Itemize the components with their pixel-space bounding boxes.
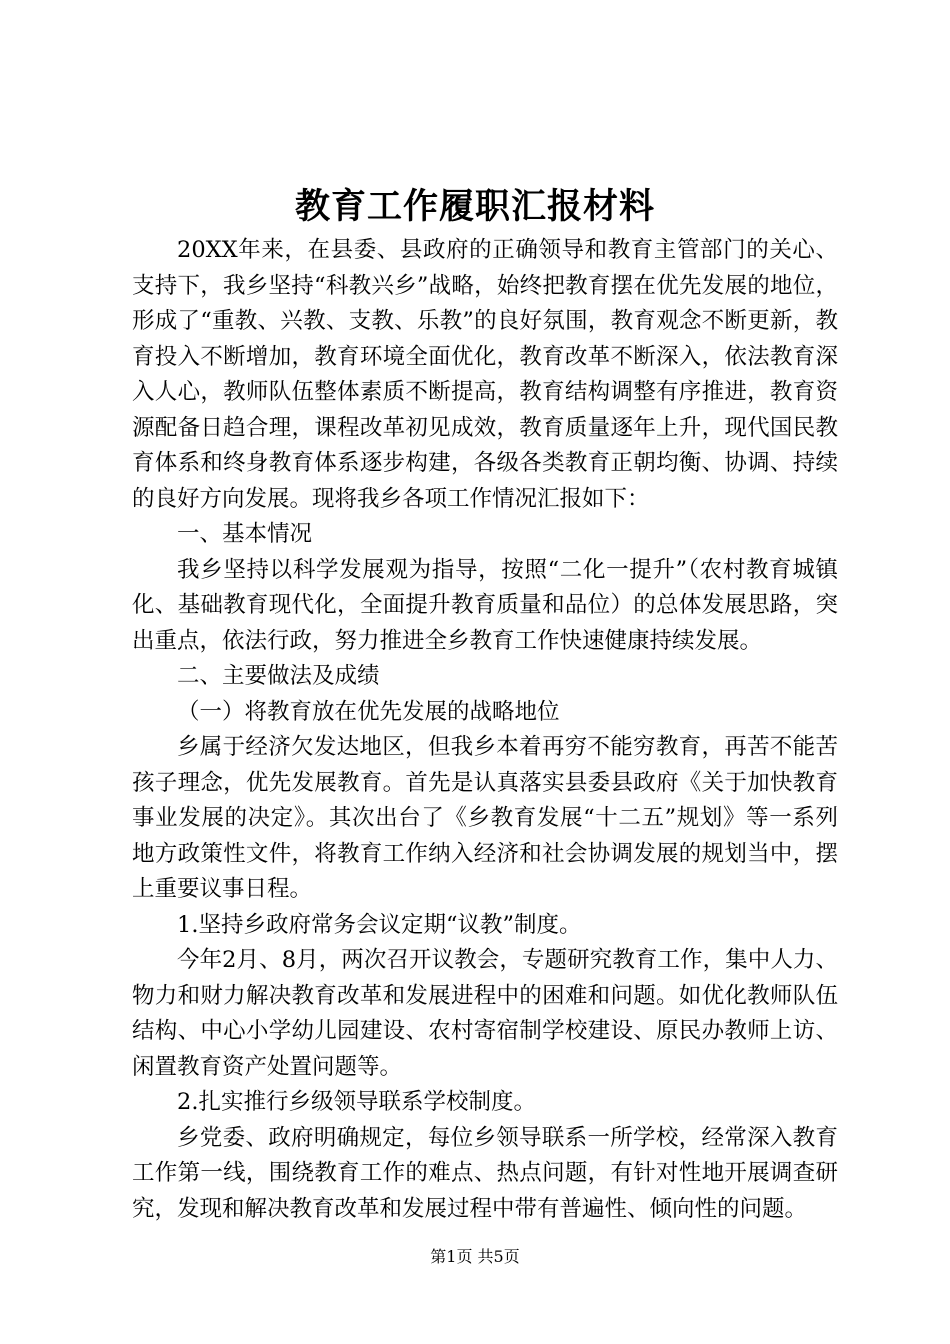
document-body [132, 233, 838, 1227]
heading-main-practices: 二、主要做法及成绩 [177, 663, 380, 689]
paragraph-basic-situation: 我乡坚持以科学发展观为指导，按照“二化一提升”（农村教育城镇化、基础教育现代化，全面提升教育质量和品位）的总体发展思路，突出重点，依法行政，努力推进全乡教育工作快速健康持续发展。 [132, 556, 838, 654]
paragraph-item-2: 乡党委、政府明确规定，每位乡领导联系一所学校，经常深入教育工作第一线，围绕教育工作的难点、热点问题，有针对性地开展调查研究，发现和解决教育改革和发展过程中带有普遍性、倾向性的问题。 [132, 1124, 838, 1222]
item-heading-1: 1.坚持乡政府常务会议定期“议教”制度。 [177, 911, 582, 938]
item-heading-2: 2.扎实推行乡级领导联系学校制度。 [177, 1089, 536, 1115]
page-footer: 第1页 共5页 [430, 1247, 520, 1266]
paragraph-item-1: 今年2月、8月，两次召开议教会，专题研究教育工作，集中人力、物力和财力解决教育改革和发展进程中的困难和问题。如优化教师队伍结构、中心小学幼儿园建设、农村寄宿制学校建设、原民办教师上访、闲置教育资产处置问题等。 [132, 947, 838, 1080]
paragraph-priority-strategy: 乡属于经济欠发达地区，但我乡本着再穷不能穷教育，再苦不能苦孩子理念，优先发展教育。首先是认真落实县委县政府《关于加快教育事业发展的决定》。其次出台了《乡教育发展“十二五”规划》等一系列地方政策性文件，将教育工作纳入经济和社会协调发展的规划当中，摆上重要议事日程。 [132, 734, 838, 902]
heading-basic-situation: 一、基本情况 [177, 521, 313, 547]
subheading-priority-strategy: （一）将教育放在优先发展的战略地位 [177, 698, 560, 725]
document-title: 教育工作履职汇报材料 [294, 186, 655, 227]
paragraph-intro: 20XX年来，在县委、县政府的正确领导和教育主管部门的关心、支持下，我乡坚持“科教兴乡”战略，始终把教育摆在优先发展的地位，形成了“重教、兴教、支教、乐教”的良好氛围，教育观念不断更新，教育投入不断增加，教育环境全面优化，教育改革不断深入，依法教育深入人心，教师队伍整体素质不断提高，教育结构调整有序推进，教育资源配备日趋合理，课程改革初见成效，教育质量逐年上升，现代国民教育体系和终身教育体系逐步构建，各级各类教育正朝均衡、协调、持续的良好方向发展。现将我乡各项工作情况汇报如下： [132, 237, 838, 512]
